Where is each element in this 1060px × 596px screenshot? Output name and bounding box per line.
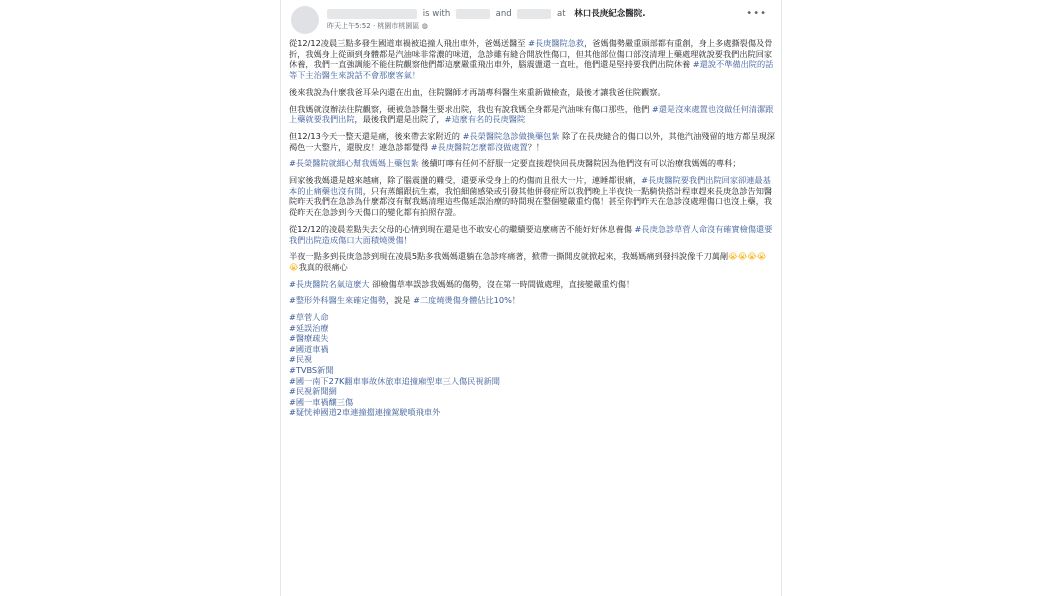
hashtag-link[interactable]: #延誤治療 bbox=[289, 322, 329, 333]
hashtag-link[interactable]: #長庚醫院怎麼都沒做處置 bbox=[430, 141, 528, 152]
post-meta bbox=[327, 21, 428, 31]
post-text: 後來我說為什麼我爸耳朵內還在出血，住院醫師才再請專科醫生來重新做檢查，最後才讓我爸住院觀察。 bbox=[289, 86, 666, 97]
post-text: 回家後我媽還是越來越痛，除了腦震盪的難受，還要承受身上的灼傷而且很大一片，連睡都很痛， bbox=[289, 175, 642, 186]
timestamp[interactable]: 昨天上午5:52 bbox=[327, 22, 371, 30]
post-text: ？！ bbox=[527, 141, 545, 152]
post-paragraph bbox=[289, 87, 775, 98]
hashtag-link[interactable]: #民視 bbox=[289, 354, 313, 365]
post-text: 從12/12凌晨三點多發生國道車禍被追撞人飛出車外，爸媽送醫至 bbox=[289, 38, 529, 48]
hashtag-link[interactable]: #長庚醫院急救 bbox=[528, 38, 585, 48]
hashtag-list bbox=[289, 312, 775, 418]
post-paragraph bbox=[289, 224, 775, 245]
tagged-user-blurred[interactable] bbox=[517, 9, 551, 19]
hashtag-link[interactable]: #二度燒燙傷身體佔比10% bbox=[413, 295, 512, 306]
post-text: 卻檢傷草率誤診我媽媽的傷勢，沒在第一時間做處理，直接變嚴重灼傷！ bbox=[369, 278, 635, 289]
avatar[interactable] bbox=[291, 6, 319, 34]
author-name-blurred[interactable] bbox=[327, 9, 417, 19]
post-paragraph bbox=[289, 175, 775, 218]
hashtag-link[interactable]: #國一車禍釀三傷 bbox=[289, 396, 354, 407]
post-text: 但我媽就沒辦法住院觀察，硬被急診醫生要求出院，我也有說我媽全身都是汽油味有傷口那些，他們 bbox=[289, 103, 652, 114]
post-text: 從12/12的凌晨差點失去父母的心情到現在還是也不敢安心的繼續要這麼痛苦不能好好休息養傷 bbox=[289, 223, 635, 234]
post-paragraph bbox=[289, 295, 775, 306]
globe-icon: ◍ bbox=[421, 22, 428, 30]
post-text: ，只有蒸餾跟抗生素，我怕細菌感染或引發其他併發症所以我們晚上半夜快一點騎快搭計程車趕來長庚急診告知醫院昨天我們在急診為什麼都沒有幫我媽清理這些傷延誤治療的時間現在整個變嚴重灼傷！甚至你們昨天在急診沒處理傷口也沒上藥，我從昨天在急診到今天傷口的變化都有拍照存證。 bbox=[289, 185, 773, 218]
tagged-user-blurred[interactable] bbox=[456, 9, 490, 19]
post-text: 我真的很痛心 bbox=[298, 261, 348, 272]
hashtag-link[interactable]: #長庚醫院要我們出院回家卻連最基本的止痛藥也沒有開 bbox=[289, 175, 771, 196]
hashtag-link[interactable]: #這麼有名的長庚醫院 bbox=[444, 114, 526, 125]
place-sub[interactable]: 桃園市桃園區 bbox=[377, 22, 420, 30]
post-text: 但12/13今天一整天還是痛，後來帶去家附近的 bbox=[289, 130, 463, 141]
hashtag-link[interactable]: #疑恍神國道2車連撞擋連撞駕駛噴飛車外 bbox=[289, 407, 441, 418]
hashtag-link[interactable]: #長庚急診草菅人命沒有確實檢傷還要我們出院造成傷口大面積燒燙傷 bbox=[289, 223, 773, 245]
location-link[interactable]: 林口長庚紀念醫院. bbox=[574, 9, 646, 19]
more-options-button[interactable]: ••• bbox=[746, 8, 767, 19]
separator: · bbox=[372, 22, 378, 30]
post-body bbox=[289, 38, 775, 418]
post-paragraph bbox=[289, 251, 775, 272]
post-paragraph bbox=[289, 158, 775, 169]
post-text: ，最後我們還是出院了， bbox=[354, 114, 445, 125]
hashtag-link[interactable]: #長榮醫院就細心幫我媽媽上藥包紮 bbox=[289, 158, 419, 169]
post-text: ！ bbox=[511, 295, 521, 306]
post-text: ，爸媽傷勢嚴重頭部都有重創，身上多處撕裂傷及骨折，我媽身上從頭到身體都是汽油味非常濃的味道，急診雖有縫合開放性傷口，但其他部位傷口部沒清理上藥處理就說要我們出院回家休養，我們一直強調能不能住院觀察他們都這麼嚴重飛出車外，腦震盪還一直吐，他們還是堅持要我們出院休養 bbox=[289, 38, 773, 70]
post-card bbox=[280, 0, 782, 596]
hashtag-link[interactable]: #草菅人命 bbox=[289, 312, 329, 323]
hashtag-link[interactable]: #國道車禍 bbox=[289, 343, 329, 354]
with-text: is with bbox=[422, 9, 451, 19]
hashtag-link[interactable]: #整形外科醫生來確定傷勢 bbox=[289, 295, 386, 306]
post-text: 半夜一點多到長庚急診到現在凌晨5點多我媽媽還躺在急診疼痛著，掀帶一撕開皮就掀起來，我媽媽痛到發抖說像千刀萬剮 bbox=[289, 251, 729, 262]
post-text: 後續叮嚀有任何不舒服一定要直接趕快回長庚醫院因為他們沒有可以治療我媽媽的專科； bbox=[418, 158, 741, 169]
hashtag-link[interactable]: #還是沒來處置也沒做任何清潔跟上藥就要我們出院 bbox=[289, 103, 774, 125]
post-paragraph bbox=[289, 131, 775, 152]
hashtag-link[interactable]: #國一南下27K翻車事故休旅車追撞廂型車三人傷民視新聞 bbox=[289, 375, 500, 386]
hashtag-link[interactable]: #還說不準備出院的話等下主治醫生來說話不會那麼客氣！ bbox=[289, 59, 774, 81]
post-paragraph bbox=[289, 38, 775, 81]
post-paragraph bbox=[289, 104, 775, 125]
at-text: at bbox=[557, 9, 566, 19]
post-author-line bbox=[327, 7, 646, 19]
and-text: and bbox=[495, 9, 512, 19]
crying-emoji-icon: 😭😭😭😭😭 bbox=[289, 251, 767, 272]
post-text: 除了在長庚縫合的傷口以外，其他汽油殘留的地方都呈現深褐色一大整片，還脫皮！連急診都覺得 bbox=[289, 130, 775, 152]
hashtag-link[interactable]: #長榮醫院急診做換藥包紮 bbox=[462, 130, 560, 141]
post-paragraph bbox=[289, 279, 775, 290]
hashtag-link[interactable]: #醫療疏失 bbox=[289, 333, 329, 344]
post-header bbox=[291, 6, 771, 32]
post-text: ，說是 bbox=[385, 295, 414, 306]
hashtag-link[interactable]: #民視新聞網 bbox=[289, 386, 337, 397]
post-text: ！ bbox=[403, 234, 412, 245]
hashtag-link[interactable]: #長庚醫院名氣這麼大 bbox=[289, 278, 370, 289]
hashtag-link[interactable]: #TVBS新聞 bbox=[289, 365, 334, 376]
